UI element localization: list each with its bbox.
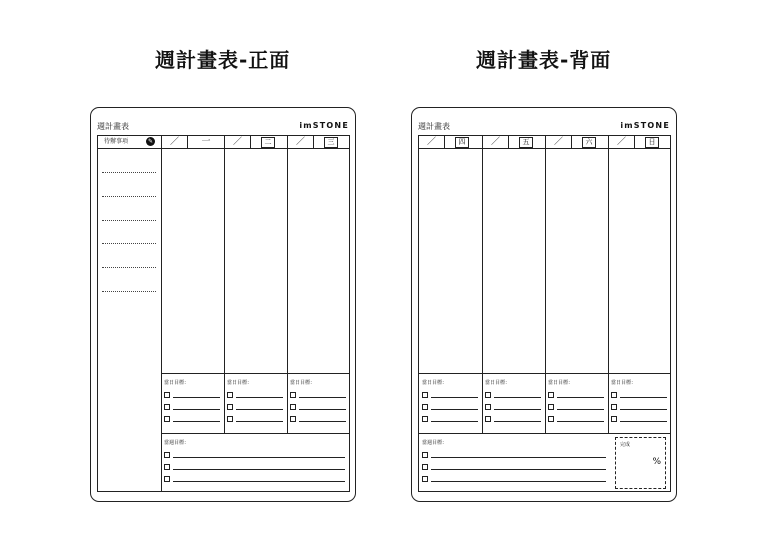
daily-goal-label: 當日目標：	[611, 380, 637, 386]
back-heading: 週計畫表-背面	[476, 48, 612, 72]
goal-line	[173, 409, 220, 410]
checkbox[interactable]	[422, 452, 428, 458]
checkbox[interactable]	[611, 392, 617, 398]
goal-line	[236, 421, 283, 422]
day-header-thu	[419, 136, 482, 148]
back-card	[411, 107, 677, 502]
daily-goal-label: 當日目標：	[164, 380, 190, 386]
checkbox[interactable]	[422, 464, 428, 470]
day-name: 五	[519, 137, 533, 148]
day-name: 三	[324, 137, 338, 148]
goal-line	[236, 397, 283, 398]
back-card-title: 週計畫表	[418, 122, 450, 131]
completion-label: 完成	[620, 442, 631, 448]
daily-goal-divider	[419, 373, 670, 374]
day-header-tue	[225, 136, 287, 148]
day-header-wed	[288, 136, 350, 148]
goal-line	[620, 421, 667, 422]
day-header-sun	[609, 136, 671, 148]
todo-line	[102, 196, 156, 197]
day-name: 四	[455, 137, 469, 148]
day-header-mon	[162, 136, 224, 148]
column-divider	[287, 136, 288, 433]
daily-goal-divider	[161, 373, 349, 374]
percent-sign: %	[652, 457, 661, 467]
goal-line	[431, 457, 606, 458]
todo-line	[102, 243, 156, 244]
checkbox[interactable]	[227, 404, 233, 410]
front-heading: 週計畫表-正面	[155, 48, 291, 72]
day-name: 日	[645, 137, 659, 148]
goal-line	[557, 409, 604, 410]
goal-line	[236, 409, 283, 410]
date-slash: ／	[169, 137, 179, 147]
checkbox[interactable]	[164, 404, 170, 410]
date-slash: ／	[295, 137, 305, 147]
front-grid	[97, 135, 350, 492]
goal-line	[557, 421, 604, 422]
goal-line	[494, 409, 541, 410]
checkbox[interactable]	[290, 416, 296, 422]
back-grid	[418, 135, 671, 492]
column-divider	[545, 136, 546, 433]
goal-line	[620, 409, 667, 410]
day-name: 一	[201, 137, 211, 147]
day-name: 二	[261, 137, 275, 148]
checkbox[interactable]	[422, 404, 428, 410]
column-divider	[482, 136, 483, 433]
weekly-goal-label: 當週目標：	[164, 440, 190, 446]
column-divider	[224, 136, 225, 433]
back-brand-logo: imSTONE	[620, 121, 670, 130]
checkbox[interactable]	[485, 392, 491, 398]
goal-line	[431, 481, 606, 482]
checkbox[interactable]	[227, 392, 233, 398]
weekly-goal-label: 當週目標：	[422, 440, 448, 446]
completion-box	[615, 437, 666, 489]
checkbox[interactable]	[164, 464, 170, 470]
checkbox[interactable]	[485, 404, 491, 410]
daily-goal-label: 當日目標：	[485, 380, 511, 386]
goal-line	[431, 409, 478, 410]
day-name: 六	[582, 137, 596, 148]
goal-line	[431, 397, 478, 398]
todo-line	[102, 291, 156, 292]
date-slash: ／	[616, 137, 626, 147]
checkbox[interactable]	[164, 416, 170, 422]
column-divider	[608, 136, 609, 433]
checkbox[interactable]	[422, 392, 428, 398]
goal-line	[494, 397, 541, 398]
checkbox[interactable]	[422, 416, 428, 422]
front-brand-logo: imSTONE	[299, 121, 349, 130]
weekly-goal-divider	[161, 433, 349, 434]
date-slash: ／	[426, 137, 436, 147]
day-header-fri	[483, 136, 545, 148]
checkbox[interactable]	[164, 476, 170, 482]
checkbox[interactable]	[611, 404, 617, 410]
checkbox[interactable]	[227, 416, 233, 422]
checkbox[interactable]	[548, 392, 554, 398]
goal-line	[299, 409, 346, 410]
checkbox[interactable]	[485, 416, 491, 422]
column-divider	[161, 136, 162, 491]
checkbox[interactable]	[611, 416, 617, 422]
daily-goal-label: 當日目標：	[227, 380, 253, 386]
pencil-icon: ✎	[147, 138, 154, 145]
checkbox[interactable]	[164, 452, 170, 458]
checkbox[interactable]	[290, 404, 296, 410]
daily-goal-label: 當日目標：	[548, 380, 574, 386]
goal-line	[557, 397, 604, 398]
date-slash: ／	[232, 137, 242, 147]
todo-line	[102, 220, 156, 221]
checkbox[interactable]	[548, 416, 554, 422]
date-slash: ／	[553, 137, 563, 147]
checkbox[interactable]	[548, 404, 554, 410]
daily-goal-label: 當日目標：	[290, 380, 316, 386]
weekly-goal-divider	[419, 433, 670, 434]
goal-line	[173, 397, 220, 398]
checkbox[interactable]	[290, 392, 296, 398]
goal-line	[431, 421, 478, 422]
front-card	[90, 107, 356, 502]
goal-line	[431, 469, 606, 470]
goal-line	[620, 397, 667, 398]
goal-line	[299, 421, 346, 422]
goal-line	[494, 421, 541, 422]
goal-line	[173, 469, 345, 470]
checkbox[interactable]	[164, 392, 170, 398]
checkbox[interactable]	[422, 476, 428, 482]
goal-line	[173, 481, 345, 482]
daily-goal-label: 當日目標：	[422, 380, 448, 386]
goal-line	[173, 421, 220, 422]
goal-line	[299, 397, 346, 398]
date-slash: ／	[490, 137, 500, 147]
day-header-sat	[546, 136, 608, 148]
front-card-title: 週計畫表	[97, 122, 129, 131]
todo-line	[102, 267, 156, 268]
todo-line	[102, 172, 156, 173]
goal-line	[173, 457, 345, 458]
todo-label: 待辦事項	[104, 138, 129, 145]
